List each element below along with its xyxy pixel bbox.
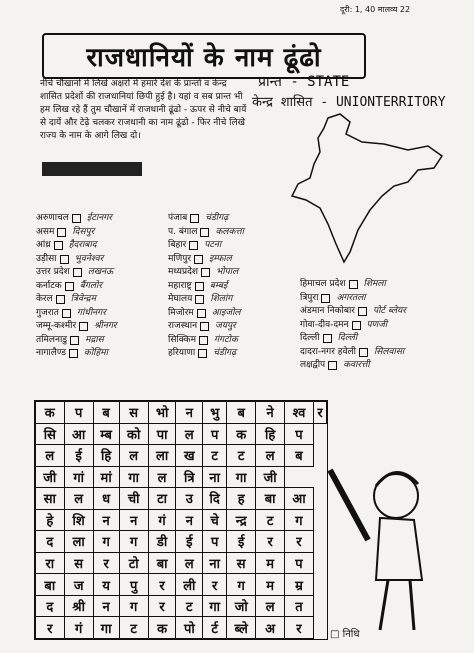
nidhi-label: □ निधि (330, 629, 360, 640)
grid-cell: क (227, 423, 256, 445)
handwritten-answer: कवारत्ती (343, 360, 370, 370)
grid-cell: त (284, 595, 313, 617)
grid-cell: ह (227, 488, 256, 510)
handwritten-answer: बैंगलोर (79, 280, 103, 291)
answer-box (57, 228, 66, 237)
grid-cell: स (119, 402, 148, 424)
grid-cell: ना (203, 466, 227, 488)
state-entry (300, 359, 406, 373)
answer-box (200, 322, 209, 331)
state-entry (36, 307, 117, 321)
grid-cell: चे (203, 509, 227, 531)
answer-box (352, 321, 361, 330)
handwritten-answer: पणजी (366, 319, 388, 330)
grid-row (36, 574, 327, 596)
answer-box (195, 282, 204, 291)
handwritten-answer: दिल्ली (337, 333, 358, 343)
grid-row (36, 423, 327, 445)
grid-cell: जो (227, 595, 256, 617)
answer-box (359, 348, 368, 357)
state-entry (36, 253, 117, 267)
handwritten-answer: मद्रास (85, 334, 104, 345)
handwritten-answer: सिलवासा (373, 346, 405, 357)
handwritten-answer: कोहिमा (83, 348, 108, 358)
grid-cell: ग (227, 574, 256, 596)
handwritten-state-note: प्रान्त - STATE (258, 74, 350, 90)
handwritten-answer: भोपाल (216, 267, 239, 277)
state-entry (300, 292, 406, 306)
grid-cell: न (176, 509, 203, 531)
grid-cell: न (119, 509, 148, 531)
state-entry (36, 280, 117, 294)
state-entry (168, 347, 244, 361)
grid-cell: हि (93, 445, 119, 467)
handwritten-answer: त्रिवेन्द्रम (70, 294, 96, 304)
grid-cell: सा (36, 488, 65, 510)
state-entry (36, 334, 117, 348)
state-entry (168, 239, 244, 253)
grid-cell: र (284, 617, 313, 639)
grid-cell: डी (148, 531, 176, 553)
state-entry (300, 305, 406, 319)
state-entry (168, 320, 244, 334)
grid-cell: ल (64, 488, 93, 510)
grid-cell: ग (93, 531, 119, 553)
grid-cell: ब (227, 402, 256, 424)
grid-cell: ला (64, 531, 93, 553)
grid-cell: शि (64, 509, 93, 531)
handwritten-answer: शिमला (363, 279, 386, 289)
handwritten-answer: चंडीगढ़ (205, 213, 229, 223)
grid-cell: ग (119, 531, 148, 553)
grid-cell: र (203, 574, 227, 596)
state-entry (36, 226, 117, 240)
state-name: दिल्ली (300, 333, 320, 343)
state-list-col1 (36, 212, 117, 361)
grid-cell: न्द्र (227, 509, 256, 531)
answer-box (56, 295, 65, 304)
grid-cell: प (64, 402, 93, 424)
answer-box (62, 309, 71, 318)
grid-cell: आ (284, 488, 313, 510)
state-name: त्रिपुरा (300, 292, 319, 303)
page-title: राजधानियों के नाम ढूंढो (42, 33, 366, 79)
state-name: महाराष्ट्र (168, 280, 192, 291)
answer-box (199, 336, 208, 345)
grid-cell: य (93, 574, 119, 596)
grid-cell: न (176, 402, 203, 424)
state-name: मिजोरम (168, 307, 194, 318)
grid-cell: भु (203, 402, 227, 424)
grid-row (36, 466, 327, 488)
grid-cell: र (148, 574, 176, 596)
grid-cell: दि (203, 488, 227, 510)
state-entry (168, 307, 244, 321)
state-name: तमिलनाडु (36, 334, 68, 345)
handwritten-answer: अगरतला (336, 292, 366, 303)
header-note: दूरी: 1, 40 मालव्य 22 (340, 5, 411, 14)
handwritten-answer: हैदराबाद (68, 240, 97, 250)
state-name: गुजरात (36, 307, 59, 318)
grid-cell: स (64, 552, 93, 574)
answer-box (323, 334, 332, 343)
grid-cell: ल (176, 423, 203, 445)
grid-cell: भो (148, 402, 176, 424)
grid-cell: ई (227, 531, 256, 553)
grid-cell: र (36, 617, 65, 639)
state-entry (300, 278, 406, 292)
state-entry (36, 320, 117, 334)
grid-cell: म्ब (93, 423, 119, 445)
grid-row (36, 488, 327, 510)
grid-row (36, 617, 327, 639)
grid-cell: टा (148, 488, 176, 510)
handwritten-answer: श्रीनगर (94, 321, 117, 331)
grid-cell: ल (256, 445, 285, 467)
grid-cell: ट (119, 617, 148, 639)
answer-box (201, 268, 210, 277)
grid-cell: आ (64, 423, 93, 445)
grid-cell: मां (93, 466, 119, 488)
answer-box (69, 349, 78, 358)
grid-row (36, 445, 327, 467)
state-entry (36, 266, 117, 280)
grid-cell: जी (256, 466, 285, 488)
handwritten-answer: गांधीनगर (76, 307, 106, 318)
state-name: केरल (36, 294, 53, 304)
answer-box (194, 255, 203, 264)
state-entry (168, 253, 244, 267)
grid-cell: प (203, 423, 227, 445)
grid-cell: हि (256, 423, 285, 445)
state-name: लक्षद्वीप (300, 360, 326, 370)
grid-cell: ल (176, 552, 203, 574)
word-search-grid (34, 400, 328, 640)
handwritten-answer: भुवनेश्वर (74, 253, 104, 264)
grid-cell: र (314, 402, 327, 424)
grid-cell: पा (148, 423, 176, 445)
grid-cell: स (227, 552, 256, 574)
grid-cell: प (284, 552, 313, 574)
handwritten-answer: इम्फाल (209, 253, 232, 264)
grid-cell: गा (203, 595, 227, 617)
grid-cell: ल (36, 445, 65, 467)
state-name: हरियाणा (168, 348, 196, 358)
grid-cell: द (36, 531, 65, 553)
grid-cell: गां (64, 466, 93, 488)
state-entry (36, 212, 117, 226)
grid-cell: गं (148, 509, 176, 531)
answer-box (60, 255, 69, 264)
grid-cell: म्र (284, 574, 313, 596)
answer-box (200, 228, 209, 237)
grid-cell: द (36, 595, 65, 617)
state-name: अरुणाचल (36, 213, 69, 223)
handwritten-answer: ईटानगर (86, 213, 112, 223)
state-list-col2 (168, 212, 244, 361)
state-name: नागालैण्ड (36, 348, 66, 358)
grid-cell: र (93, 552, 119, 574)
grid-cell: ख (176, 445, 203, 467)
grid-cell: पो (176, 617, 203, 639)
state-name: मणिपुर (168, 253, 192, 264)
grid-cell: ग (119, 595, 148, 617)
grid-cell: जी (36, 466, 65, 488)
grid-cell: गं (64, 617, 93, 639)
grid-cell: ब (93, 402, 119, 424)
handwritten-answer: कलकत्ता (215, 226, 244, 237)
state-entry (36, 347, 117, 361)
grid-cell: श्व (284, 402, 313, 424)
grid-cell: सि (36, 423, 65, 445)
answer-box (358, 307, 367, 316)
answer-box (65, 282, 74, 291)
grid-row (36, 595, 327, 617)
grid-cell: प (284, 423, 313, 445)
handwritten-answer: पटना (204, 240, 222, 250)
grid-cell: गा (93, 617, 119, 639)
grid-cell: ट (256, 509, 285, 531)
state-name: हिमाचल प्रदेश (300, 279, 346, 289)
state-entry (36, 239, 117, 253)
grid-cell: ने (256, 402, 285, 424)
answer-box (328, 361, 337, 370)
grid-cell: त्रि (176, 466, 203, 488)
grid-cell: रा (36, 552, 65, 574)
handwritten-ut-note: केन्द्र शासित - UNIONTERRITORY (252, 95, 446, 110)
state-entry (168, 334, 244, 348)
grid-cell: को (119, 423, 148, 445)
answer-box (195, 295, 204, 304)
grid-cell: ल (148, 466, 176, 488)
grid-cell: ट (203, 445, 227, 467)
state-name: मध्यप्रदेश (168, 267, 199, 277)
grid-cell: ई (64, 445, 93, 467)
grid-cell: ला (148, 445, 176, 467)
state-name: बिहार (168, 240, 187, 250)
handwritten-answer: बम्बई (209, 280, 228, 291)
state-entry (36, 293, 117, 307)
grid-cell: अ (256, 617, 285, 639)
grid-cell: उ (176, 488, 203, 510)
grid-cell: न (93, 595, 119, 617)
state-name: प. बंगाल (168, 226, 198, 237)
grid-cell: ब (284, 445, 313, 467)
grid-cell: टो (119, 552, 148, 574)
india-map (258, 112, 448, 267)
handwritten-answer: शिलांग (210, 294, 233, 304)
state-entry (300, 319, 406, 333)
state-entry (168, 266, 244, 280)
grid-cell: र (148, 595, 176, 617)
grid-cell: ब्ले (227, 617, 256, 639)
state-name: पंजाब (168, 213, 188, 223)
answer-box (198, 349, 207, 358)
grid-cell: ज (64, 574, 93, 596)
state-list-col3 (300, 278, 406, 373)
handwritten-answer: पोर्ट ब्लेयर (372, 306, 406, 316)
grid-cell: म (256, 552, 285, 574)
handwritten-answer: चंडीगढ़ (213, 348, 237, 358)
grid-cell: क (148, 617, 176, 639)
state-entry (300, 332, 406, 346)
grid-cell: ल (119, 445, 148, 467)
grid-cell: ल (256, 595, 285, 617)
state-name: आंध्र (36, 240, 51, 250)
grid-cell: ई (176, 531, 203, 553)
answer-box (79, 322, 88, 331)
answer-box (54, 241, 63, 250)
grid-cell: ना (203, 552, 227, 574)
grid-cell: बा (256, 488, 285, 510)
grid-cell: क (36, 402, 65, 424)
handwritten-answer: आइजोल (211, 307, 241, 318)
state-name: अंडमान निकोबार (300, 306, 355, 316)
answer-box (321, 294, 330, 303)
cricketer-illustration (310, 440, 450, 640)
handwritten-answer: दिसपुर (72, 226, 95, 237)
handwritten-answer: गंगटोक (213, 334, 238, 345)
handwritten-answer: लखनऊ (87, 267, 114, 277)
state-name: मेघालय (168, 294, 193, 304)
answer-box (197, 309, 206, 318)
state-name: असम (36, 226, 55, 237)
answer-box (73, 268, 82, 277)
grid-cell: ली (176, 574, 203, 596)
state-entry (168, 293, 244, 307)
answer-box (349, 280, 358, 289)
state-name: दादरा-नगर हवेली (300, 346, 356, 357)
grid-cell: ची (119, 488, 148, 510)
grid-cell: गा (227, 466, 256, 488)
grid-row (36, 531, 327, 553)
state-name: गोवा-दीव-दमन (300, 319, 349, 330)
state-name: उड़ीसा (36, 253, 57, 264)
grid-cell: प (203, 531, 227, 553)
grid-cell: र (284, 531, 313, 553)
grid-cell: ग (284, 509, 313, 531)
state-entry (168, 212, 244, 226)
grid-cell: श्री (64, 595, 93, 617)
state-entry (168, 280, 244, 294)
grid-cell: र्ट (203, 617, 227, 639)
state-name: सिक्किम (168, 334, 196, 345)
grid-cell: र (256, 531, 285, 553)
answer-box (190, 214, 199, 223)
scribble-mark (42, 162, 142, 176)
grid-cell: हे (36, 509, 65, 531)
state-entry (168, 226, 244, 240)
state-name: उत्तर प्रदेश (36, 267, 70, 277)
grid-cell: ट (176, 595, 203, 617)
grid-cell: गा (119, 466, 148, 488)
grid-row (36, 509, 327, 531)
state-name: जम्मू-कश्मीर (36, 321, 77, 331)
state-name: कर्नाटक (36, 280, 62, 291)
answer-box (72, 214, 81, 223)
grid-row (36, 552, 327, 574)
grid-cell: पु (119, 574, 148, 596)
grid-cell: न (93, 509, 119, 531)
state-name: राजस्थान (168, 321, 198, 331)
grid-cell: म (256, 574, 285, 596)
grid-cell: ट (227, 445, 256, 467)
answer-box (70, 336, 79, 345)
handwritten-answer: जयपुर (215, 321, 236, 331)
intro-text: नीचे चौखानों में लिखे अक्षरों में हमारे देश के प्रान्तों व केन्द्र शासित प्रदेशों की राजधानियां छिपी हुई है। यहां व सब प्रान्त भी हम लिख रहे हैं तुम चौखानें में राजधानी ढूंढो - ऊपर से नीचे बायें से दायें और टेढ़े चलकर राजधानी का नाम ढूंढो - फिर नीचे लिखे राज्य के नाम के आगे लिख दो। (40, 79, 247, 141)
grid-row (36, 402, 327, 424)
grid-cell: बा (148, 552, 176, 574)
grid-cell: ध (93, 488, 119, 510)
grid-cell: बा (36, 574, 65, 596)
state-entry (300, 346, 406, 360)
answer-box (189, 241, 198, 250)
